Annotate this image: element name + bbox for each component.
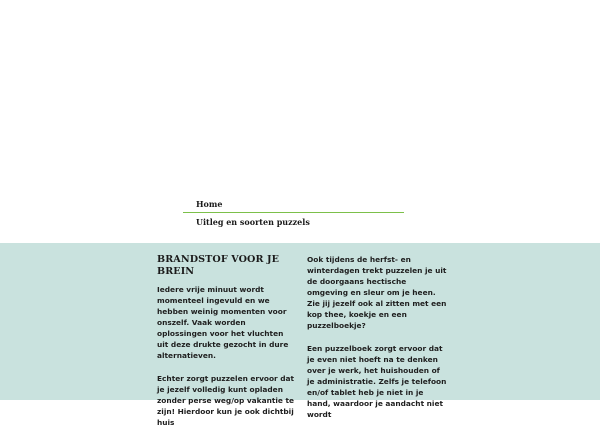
main-navigation: [183, 195, 404, 230]
left-column: [157, 254, 297, 440]
nav-item-uitleg[interactable]: Uitleg en soorten puzzels: [196, 217, 310, 227]
paragraph: Een puzzelboek zorgt ervoor dat je even niet hoeft na te denken over je werk, het huishouden of je administratie. Zelfs je telefoon en/of tablet heb je niet in je hand, waardoor je aandacht niet wordt: [307, 344, 447, 419]
content-section: [0, 243, 600, 427]
paragraph: Iedere vrije minuut wordt momenteel ingevuld en we hebben weinig momenten voor onszelf. Vaak worden oplossingen voor het vluchten uit deze drukte gezocht in dure alternatieven.: [157, 285, 289, 360]
paragraph: Echter zorgt puzzelen ervoor dat je jezelf volledig kunt opladen zonder perse weg/op vakantie te zijn! Hierdoor kun je ook dichtbij huis: [157, 374, 295, 427]
header-area: [0, 0, 600, 195]
article-heading: BRANDSTOF VOOR JE BREIN: [157, 254, 280, 277]
nav-item-home[interactable]: Home: [183, 195, 404, 213]
paragraph: Ook tijdens de herfst- en winterdagen trekt puzzelen je uit de doorgaans hectische omgeving en sleur om je heen. Zie jij jezelf ook al zitten met een kop thee, koekje en een puzzelboekje?: [307, 255, 447, 330]
right-column: [307, 254, 447, 432]
